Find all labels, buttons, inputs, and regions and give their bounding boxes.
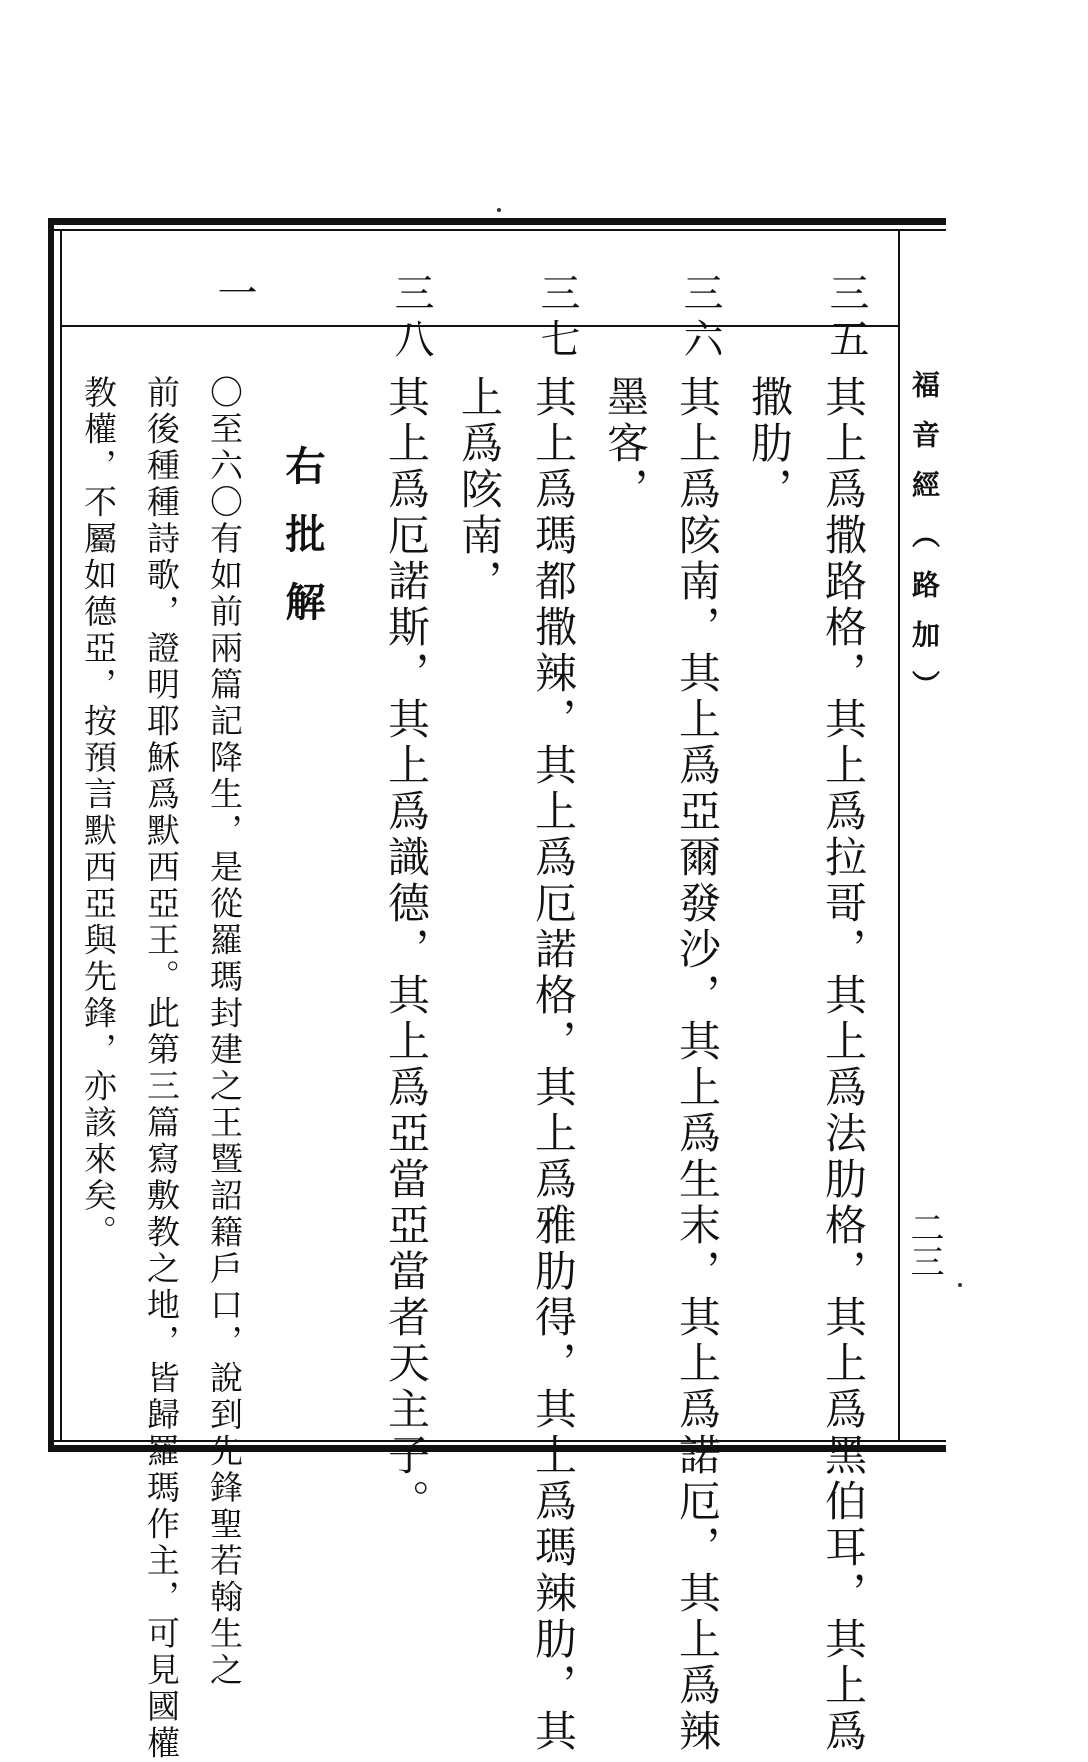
commentary-line: 〇至六〇有如前兩篇記降生，是從羅瑪封建之王暨詔籍戶口，說到先鋒聖若翰生之 (205, 375, 244, 1689)
margin-divider (898, 231, 900, 1440)
verse-number: 三五 (823, 272, 869, 364)
page-number: 二三 (904, 1210, 944, 1278)
commentary-heading: 右批解 (279, 445, 326, 649)
commentary-number: 一 (211, 272, 257, 318)
verse-text-line: 其上爲瑪都撒辣，其上爲厄諾格，其上爲雅肋得，其上爲瑪辣肋，其 (529, 375, 578, 1755)
ink-speck (958, 1283, 962, 1287)
left-border-thin (60, 231, 62, 1440)
verse-number: 三六 (677, 272, 723, 364)
verse-text-line: 其上爲陔南，其上爲亞爾發沙，其上爲生末，其上爲諾厄，其上爲辣 (673, 375, 722, 1755)
verse-text-line: 其上爲厄諾斯，其上爲識德，其上爲亞當亞當者天主子。 (382, 375, 431, 1525)
top-border-thick (48, 218, 946, 225)
left-border-thick (48, 218, 54, 1452)
commentary-line: 教權，不屬如德亞，按預言默西亞與先鋒，亦該來矣。 (79, 375, 118, 1251)
bottom-border-thin (48, 1440, 946, 1442)
top-border-thin (48, 229, 946, 231)
verse-text-line: 上爲陔南， (455, 375, 504, 605)
verse-text-line: 其上爲撒路格，其上爲拉哥，其上爲法肋格，其上爲黑伯耳，其上爲 (819, 375, 868, 1755)
running-title: 福音經（路加） (908, 370, 941, 720)
bottom-border-thick (48, 1445, 946, 1452)
verse-number: 三七 (534, 272, 580, 364)
commentary-line: 前後種種詩歌，證明耶穌爲默西亞王。此第三篇寫敷教之地，皆歸羅瑪作主，可見國權 (142, 375, 181, 1762)
verse-text-line: 撒肋， (745, 375, 794, 513)
ink-speck (497, 208, 501, 212)
verse-text-line: 墨客， (601, 375, 650, 513)
verse-number-divider (62, 325, 898, 327)
verse-number: 三八 (388, 272, 434, 364)
